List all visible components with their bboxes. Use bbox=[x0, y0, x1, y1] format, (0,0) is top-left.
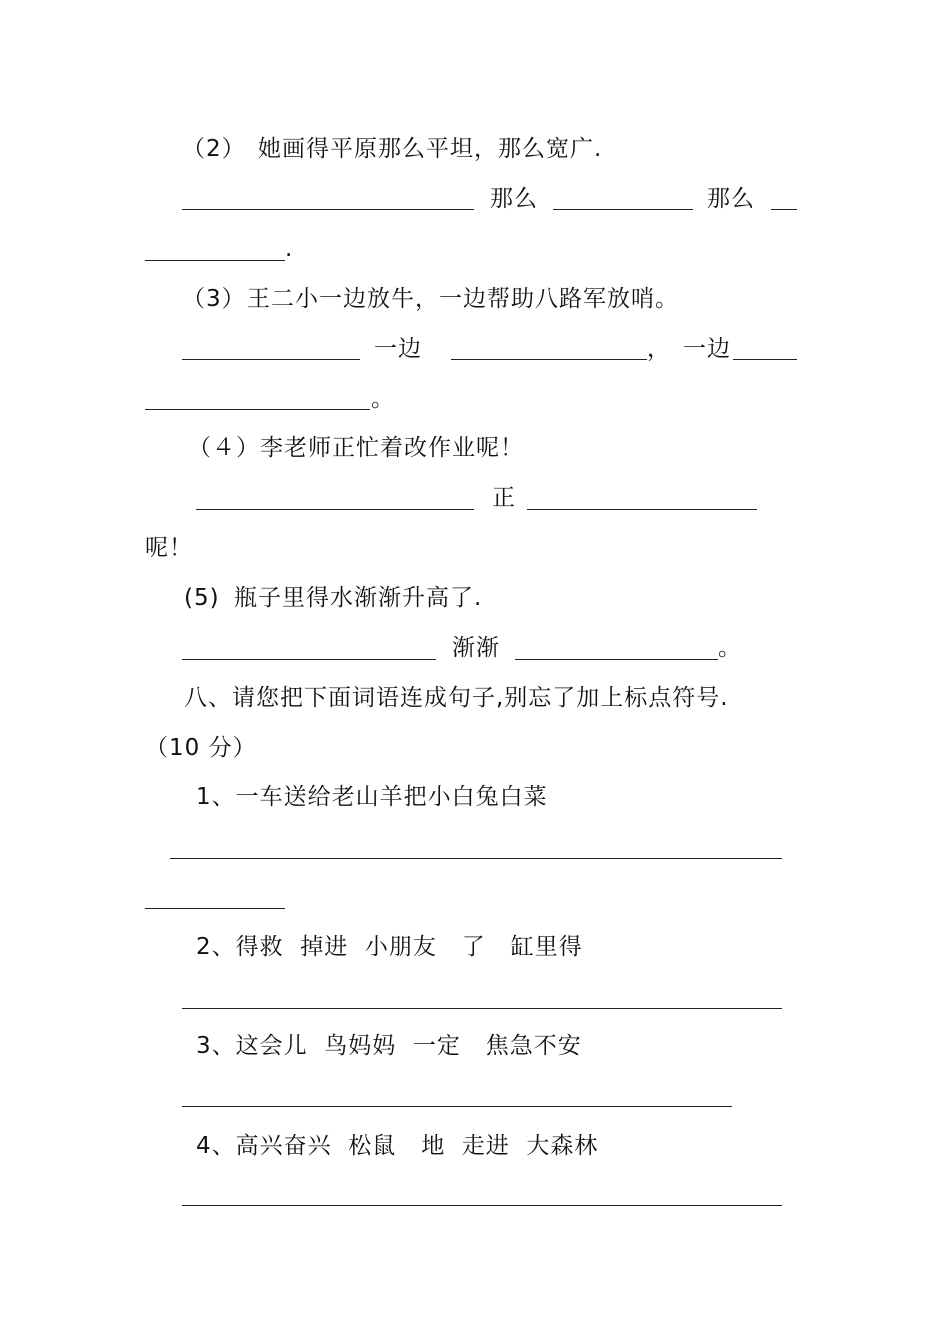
section8-answer-line-1[interactable] bbox=[170, 858, 782, 859]
section8-answer-line-2[interactable] bbox=[182, 1008, 782, 1009]
q2-blank-3-cont[interactable] bbox=[145, 260, 285, 261]
q3-sentence: 王二小一边放牛，一边帮助八路军放哨。 bbox=[247, 286, 679, 312]
q3-word-2: 一边 bbox=[683, 336, 731, 362]
section8-score: （10 分） bbox=[145, 735, 257, 761]
q3-comma: ， bbox=[647, 336, 671, 362]
section8-answer-line-1-cont[interactable] bbox=[145, 908, 285, 909]
section8-item-2: 2、得救 掉进 小朋友 了 缸里得 bbox=[196, 934, 583, 960]
q4-end: 呢！ bbox=[145, 535, 193, 561]
q3-number: （3） bbox=[182, 286, 246, 312]
q5-number: (5) bbox=[184, 585, 220, 611]
q3-blank-3[interactable] bbox=[733, 359, 797, 360]
q2-end: . bbox=[285, 236, 294, 262]
q4-word-1: 正 bbox=[492, 485, 516, 511]
q2-word-2: 那么 bbox=[707, 186, 755, 212]
q3-blank-1[interactable] bbox=[182, 359, 360, 360]
q5-sentence: 瓶子里得水渐渐升高了. bbox=[234, 585, 483, 611]
q5-word-1: 渐渐 bbox=[452, 635, 500, 661]
q5-blank-1[interactable] bbox=[182, 659, 436, 660]
q5-end: 。 bbox=[718, 635, 742, 661]
q3-blank-3-cont[interactable] bbox=[145, 409, 370, 410]
q2-blank-1[interactable] bbox=[182, 209, 474, 210]
section8-answer-line-3[interactable] bbox=[182, 1106, 732, 1107]
q2-sentence: 她画得平原那么平坦，那么宽广. bbox=[258, 136, 603, 162]
section8-item-3: 3、这会儿 鸟妈妈 一定 焦急不安 bbox=[196, 1033, 582, 1059]
q5-blank-2[interactable] bbox=[515, 659, 718, 660]
q3-blank-2[interactable] bbox=[451, 359, 647, 360]
q2-blank-3[interactable] bbox=[771, 209, 797, 210]
q2-blank-2[interactable] bbox=[553, 209, 693, 210]
q4-blank-1[interactable] bbox=[196, 509, 474, 510]
q3-word-1: 一边 bbox=[374, 336, 422, 362]
q4-blank-2[interactable] bbox=[527, 509, 757, 510]
section8-heading: 八、请您把下面词语连成句子,别忘了加上标点符号. bbox=[184, 685, 729, 711]
q4-number: （４） bbox=[188, 435, 260, 461]
q4-sentence: 李老师正忙着改作业呢！ bbox=[260, 435, 524, 461]
section8-item-4: 4、高兴奋兴 松鼠 地 走进 大森林 bbox=[196, 1133, 599, 1159]
section8-item-1: 1、一车送给老山羊把小白兔白菜 bbox=[196, 784, 548, 810]
q3-end: 。 bbox=[371, 386, 395, 412]
section8-answer-line-4[interactable] bbox=[182, 1205, 782, 1206]
q2-word-1: 那么 bbox=[490, 186, 538, 212]
q2-number: （2） bbox=[182, 136, 246, 162]
